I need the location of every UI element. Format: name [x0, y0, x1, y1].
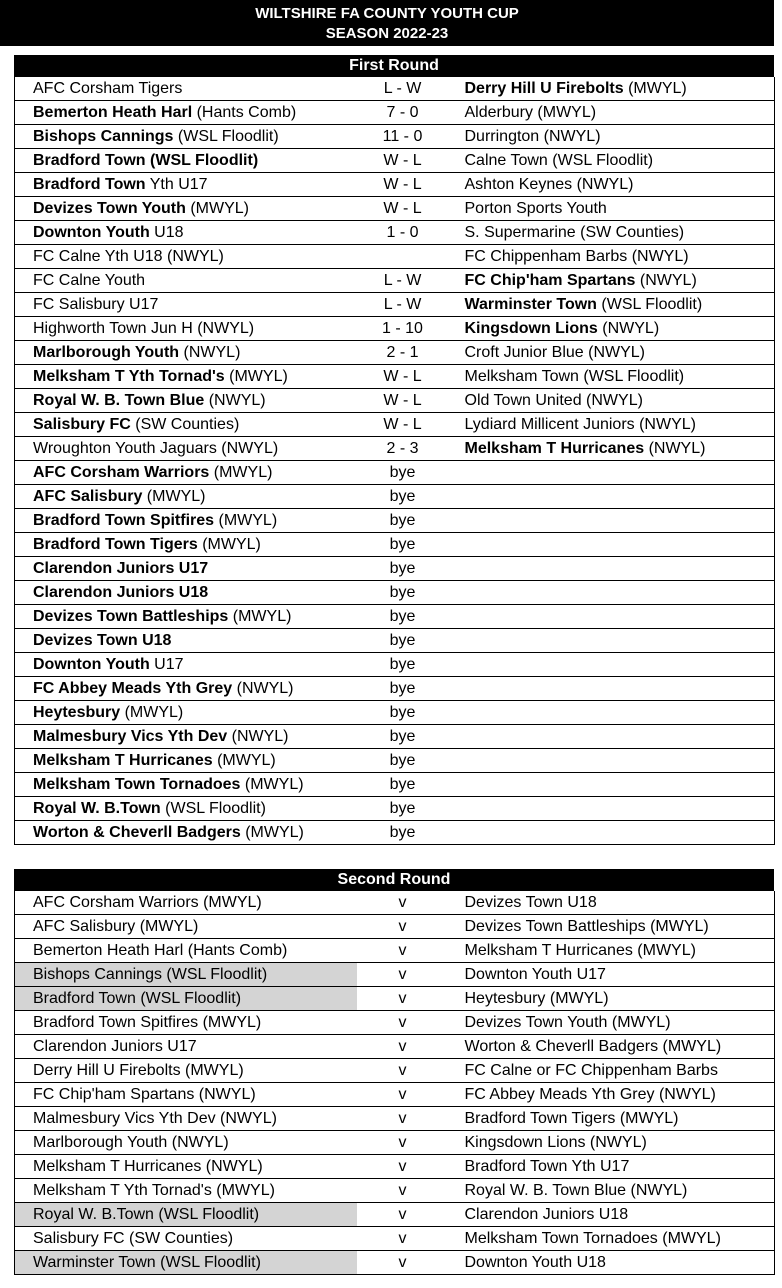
away-team-name: Warminster Town	[464, 296, 597, 313]
away-team-cell: Melksham T Hurricanes (MWYL)	[449, 939, 775, 963]
home-team-cell: AFC Salisbury (MWYL)	[15, 915, 357, 939]
home-team-name: Downton Youth	[33, 656, 150, 673]
away-team-cell: Bradford Town Yth U17	[449, 1155, 775, 1179]
home-team-cell: Derry Hill U Firebolts (MWYL)	[15, 1059, 357, 1083]
away-team-cell	[449, 413, 775, 437]
versus-cell: v	[357, 891, 449, 915]
home-team-league: FC Calne Youth	[33, 272, 146, 289]
home-team-cell	[15, 197, 357, 221]
table-row	[15, 1011, 775, 1035]
home-team-name: Melksham Town Tornadoes	[33, 776, 241, 793]
versus-cell: v	[357, 1203, 449, 1227]
result-cell: bye	[357, 485, 449, 509]
home-team-cell	[15, 461, 357, 485]
home-team-name: Melksham T Hurricanes	[33, 752, 213, 769]
away-team-cell	[449, 605, 775, 629]
away-team-league: FC Chippenham Barbs (NWYL)	[464, 248, 689, 265]
home-team-cell: Royal W. B.Town (WSL Floodlit)	[15, 1203, 357, 1227]
away-team-name: Derry Hill U Firebolts	[464, 80, 624, 97]
home-team-name: Melksham T Yth Tornad's	[33, 368, 225, 385]
home-team-cell	[15, 821, 357, 845]
home-team-name: Royal W. B.Town	[33, 800, 161, 817]
table-row	[15, 939, 775, 963]
table-row	[15, 1203, 775, 1227]
away-team-league: S. Supermarine (SW Counties)	[464, 224, 685, 241]
table-row	[15, 725, 775, 749]
table-row	[15, 365, 775, 389]
table-row	[15, 509, 775, 533]
home-team-name: Devizes Town Battleships	[33, 608, 229, 625]
versus-cell: v	[357, 1107, 449, 1131]
table-row	[15, 1131, 775, 1155]
versus-cell: v	[357, 1179, 449, 1203]
table-row	[15, 797, 775, 821]
table-row	[15, 821, 775, 845]
versus-cell: v	[357, 1083, 449, 1107]
away-team-league: Lydiard Millicent Juniors (NWYL)	[464, 416, 696, 433]
home-team-name: Malmesbury Vics Yth Dev	[33, 728, 228, 745]
second-round-heading: Second Round	[14, 869, 774, 891]
home-team-league: (MWYL)	[209, 464, 273, 481]
away-team-cell	[449, 773, 775, 797]
home-team-league: Yth U17	[145, 176, 208, 193]
result-cell: bye	[357, 725, 449, 749]
versus-cell: v	[357, 1131, 449, 1155]
result-cell: bye	[357, 773, 449, 797]
away-team-cell	[449, 197, 775, 221]
home-team-cell	[15, 413, 357, 437]
home-team-cell	[15, 677, 357, 701]
home-team-cell: Bradford Town (WSL Floodlit)	[15, 987, 357, 1011]
home-team-cell	[15, 749, 357, 773]
result-cell: W - L	[357, 389, 449, 413]
home-team-league: (NWYL)	[227, 728, 289, 745]
away-team-cell: Downton Youth U17	[449, 963, 775, 987]
home-team-league: (SW Counties)	[130, 416, 240, 433]
table-row	[15, 1059, 775, 1083]
away-team-league: (MWYL)	[623, 80, 687, 97]
title-line-2: SEASON 2022-23	[325, 25, 449, 42]
away-team-cell: Downton Youth U18	[449, 1251, 775, 1275]
away-team-cell: FC Abbey Meads Yth Grey (NWYL)	[449, 1083, 775, 1107]
home-team-name: Worton & Cheverll Badgers	[33, 824, 241, 841]
home-team-cell	[15, 341, 357, 365]
away-team-cell	[449, 629, 775, 653]
home-team-league: (MWYL)	[240, 776, 304, 793]
table-row	[15, 173, 775, 197]
table-row	[15, 77, 775, 101]
home-team-name: Bishops Cannings	[33, 128, 174, 145]
away-team-league: Alderbury (MWYL)	[464, 104, 597, 121]
away-team-cell	[449, 653, 775, 677]
home-team-cell	[15, 173, 357, 197]
away-team-cell	[449, 485, 775, 509]
table-row	[15, 1083, 775, 1107]
away-team-cell	[449, 101, 775, 125]
home-team-cell: FC Chip'ham Spartans (NWYL)	[15, 1083, 357, 1107]
home-team-cell	[15, 797, 357, 821]
home-team-name: Bradford Town	[33, 176, 146, 193]
result-cell: L - W	[357, 293, 449, 317]
versus-cell: v	[357, 1011, 449, 1035]
away-team-name: Kingsdown Lions	[464, 320, 598, 337]
versus-cell: v	[357, 963, 449, 987]
home-team-name: Devizes Town U18	[33, 632, 172, 649]
result-cell: L - W	[357, 77, 449, 101]
first-round-section	[14, 55, 774, 845]
home-team-league: AFC Corsham Tigers	[33, 80, 183, 97]
result-cell: bye	[357, 509, 449, 533]
home-team-cell	[15, 653, 357, 677]
home-team-cell	[15, 605, 357, 629]
away-team-league: Old Town United (NWYL)	[464, 392, 643, 409]
result-cell: 1 - 10	[357, 317, 449, 341]
home-team-cell	[15, 245, 357, 269]
table-row	[15, 341, 775, 365]
home-team-league: Wroughton Youth Jaguars (NWYL)	[33, 440, 279, 457]
table-row	[15, 317, 775, 341]
home-team-cell	[15, 557, 357, 581]
home-team-league: (MWYL)	[197, 536, 261, 553]
table-row	[15, 1155, 775, 1179]
table-row	[15, 581, 775, 605]
table-row	[15, 533, 775, 557]
table-row	[15, 773, 775, 797]
home-team-league: (MWYL)	[212, 752, 276, 769]
away-team-cell	[449, 557, 775, 581]
home-team-name: Bemerton Heath Harl	[33, 104, 193, 121]
away-team-cell: Devizes Town U18	[449, 891, 775, 915]
versus-cell: v	[357, 1059, 449, 1083]
table-row	[15, 197, 775, 221]
result-cell: bye	[357, 461, 449, 485]
first-round-heading: First Round	[14, 55, 774, 77]
home-team-league: (MWYL)	[240, 824, 304, 841]
second-round-table	[14, 891, 775, 1275]
table-row	[15, 269, 775, 293]
page-title	[0, 0, 774, 46]
table-row	[15, 125, 775, 149]
home-team-cell	[15, 725, 357, 749]
away-team-cell	[449, 293, 775, 317]
result-cell: bye	[357, 557, 449, 581]
away-team-cell	[449, 221, 775, 245]
versus-cell: v	[357, 1251, 449, 1275]
home-team-league: FC Salisbury U17	[33, 296, 159, 313]
home-team-league: (MWYL)	[214, 512, 278, 529]
table-row	[15, 1227, 775, 1251]
away-team-league: Porton Sports Youth	[464, 200, 607, 217]
home-team-league: (Hants Comb)	[192, 104, 297, 121]
away-team-cell	[449, 509, 775, 533]
away-team-name: FC Chip'ham Spartans	[464, 272, 636, 289]
away-team-cell	[449, 317, 775, 341]
home-team-cell	[15, 149, 357, 173]
away-team-cell: Devizes Town Youth (MWYL)	[449, 1011, 775, 1035]
home-team-cell	[15, 269, 357, 293]
result-cell: W - L	[357, 413, 449, 437]
home-team-cell: Melksham T Hurricanes (NWYL)	[15, 1155, 357, 1179]
table-row	[15, 749, 775, 773]
home-team-cell	[15, 701, 357, 725]
table-row	[15, 1251, 775, 1275]
away-team-cell	[449, 341, 775, 365]
table-row	[15, 677, 775, 701]
home-team-league: (WSL Floodlit)	[173, 128, 279, 145]
home-team-league: (NWYL)	[204, 392, 266, 409]
result-cell: bye	[357, 629, 449, 653]
away-team-cell	[449, 821, 775, 845]
home-team-cell	[15, 221, 357, 245]
away-team-cell: Bradford Town Tigers (MWYL)	[449, 1107, 775, 1131]
first-round-table	[14, 77, 775, 845]
away-team-league: (NWYL)	[644, 440, 706, 457]
away-team-cell	[449, 701, 775, 725]
home-team-cell	[15, 533, 357, 557]
away-team-cell	[449, 437, 775, 461]
result-cell: bye	[357, 701, 449, 725]
away-team-cell: Royal W. B. Town Blue (NWYL)	[449, 1179, 775, 1203]
home-team-cell	[15, 437, 357, 461]
table-row	[15, 557, 775, 581]
table-row	[15, 101, 775, 125]
home-team-cell: AFC Corsham Warriors (MWYL)	[15, 891, 357, 915]
away-team-cell: FC Calne or FC Chippenham Barbs	[449, 1059, 775, 1083]
away-team-cell: Heytesbury (MWYL)	[449, 987, 775, 1011]
result-cell: 2 - 1	[357, 341, 449, 365]
table-row	[15, 891, 775, 915]
away-team-league: (NWYL)	[635, 272, 697, 289]
result-cell: W - L	[357, 173, 449, 197]
home-team-league: (MWYL)	[120, 704, 184, 721]
away-team-cell	[449, 269, 775, 293]
away-team-league: Croft Junior Blue (NWYL)	[464, 344, 645, 361]
home-team-league: (NWYL)	[232, 680, 294, 697]
table-row	[15, 629, 775, 653]
versus-cell: v	[357, 1227, 449, 1251]
away-team-league: Durrington (NWYL)	[464, 128, 601, 145]
home-team-name: Royal W. B. Town Blue	[33, 392, 205, 409]
home-team-cell	[15, 509, 357, 533]
versus-cell: v	[357, 915, 449, 939]
result-cell: bye	[357, 677, 449, 701]
away-team-cell: Devizes Town Battleships (MWYL)	[449, 915, 775, 939]
result-cell: W - L	[357, 197, 449, 221]
away-team-cell	[449, 245, 775, 269]
result-cell: W - L	[357, 365, 449, 389]
home-team-cell	[15, 125, 357, 149]
away-team-cell	[449, 533, 775, 557]
home-team-cell: Salisbury FC (SW Counties)	[15, 1227, 357, 1251]
home-team-name: Bradford Town Tigers	[33, 536, 198, 553]
away-team-cell	[449, 77, 775, 101]
away-team-cell: Clarendon Juniors U18	[449, 1203, 775, 1227]
home-team-name: AFC Salisbury	[33, 488, 143, 505]
home-team-cell	[15, 101, 357, 125]
away-team-cell: Worton & Cheverll Badgers (MWYL)	[449, 1035, 775, 1059]
away-team-name: Melksham T Hurricanes	[464, 440, 645, 457]
table-row	[15, 1179, 775, 1203]
table-row	[15, 389, 775, 413]
home-team-cell	[15, 773, 357, 797]
result-cell: 1 - 0	[357, 221, 449, 245]
away-team-cell: Kingsdown Lions (NWYL)	[449, 1131, 775, 1155]
result-cell	[357, 245, 449, 269]
home-team-cell	[15, 77, 357, 101]
result-cell: 7 - 0	[357, 101, 449, 125]
versus-cell: v	[357, 987, 449, 1011]
away-team-cell	[449, 725, 775, 749]
home-team-name: Downton Youth	[33, 224, 150, 241]
result-cell: bye	[357, 581, 449, 605]
home-team-cell: Bishops Cannings (WSL Floodlit)	[15, 963, 357, 987]
home-team-cell	[15, 317, 357, 341]
result-cell: bye	[357, 749, 449, 773]
home-team-league: (MWYL)	[142, 488, 206, 505]
away-team-cell	[449, 149, 775, 173]
home-team-league: (MWYL)	[228, 608, 292, 625]
home-team-cell	[15, 389, 357, 413]
table-row	[15, 1035, 775, 1059]
home-team-name: Heytesbury	[33, 704, 121, 721]
result-cell: bye	[357, 605, 449, 629]
table-row	[15, 701, 775, 725]
away-team-league: Calne Town (WSL Floodlit)	[464, 152, 654, 169]
away-team-cell	[449, 173, 775, 197]
home-team-cell	[15, 629, 357, 653]
table-row	[15, 915, 775, 939]
home-team-cell	[15, 365, 357, 389]
home-team-league: U17	[149, 656, 184, 673]
home-team-name: Bradford Town Spitfires	[33, 512, 215, 529]
away-team-cell: Melksham Town Tornadoes (MWYL)	[449, 1227, 775, 1251]
home-team-cell: Warminster Town (WSL Floodlit)	[15, 1251, 357, 1275]
table-row	[15, 987, 775, 1011]
table-row	[15, 149, 775, 173]
table-row	[15, 963, 775, 987]
away-team-cell	[449, 389, 775, 413]
table-row	[15, 461, 775, 485]
home-team-cell: Melksham T Yth Tornad's (MWYL)	[15, 1179, 357, 1203]
table-row	[15, 1107, 775, 1131]
table-row	[15, 653, 775, 677]
result-cell: 2 - 3	[357, 437, 449, 461]
home-team-cell: Marlborough Youth (NWYL)	[15, 1131, 357, 1155]
result-cell: bye	[357, 533, 449, 557]
home-team-name: FC Abbey Meads Yth Grey	[33, 680, 233, 697]
away-team-cell	[449, 125, 775, 149]
home-team-league: (WSL Floodlit)	[160, 800, 266, 817]
home-team-name: Clarendon Juniors U18	[33, 584, 209, 601]
away-team-cell	[449, 461, 775, 485]
table-row	[15, 485, 775, 509]
home-team-name: Devizes Town Youth	[33, 200, 186, 217]
away-team-cell	[449, 797, 775, 821]
home-team-name: AFC Corsham Warriors	[33, 464, 210, 481]
away-team-cell	[449, 581, 775, 605]
home-team-league: FC Calne Yth U18 (NWYL)	[33, 248, 224, 265]
title-line-1: WILTSHIRE FA COUNTY YOUTH CUP	[255, 5, 519, 22]
table-row	[15, 413, 775, 437]
home-team-cell: Clarendon Juniors U17	[15, 1035, 357, 1059]
away-team-league: Melksham Town (WSL Floodlit)	[464, 368, 685, 385]
home-team-name: Marlborough Youth	[33, 344, 180, 361]
home-team-cell	[15, 293, 357, 317]
table-row	[15, 293, 775, 317]
versus-cell: v	[357, 939, 449, 963]
second-round-section	[14, 869, 774, 1275]
away-team-cell	[449, 677, 775, 701]
home-team-cell	[15, 581, 357, 605]
result-cell: 11 - 0	[357, 125, 449, 149]
home-team-name: Clarendon Juniors U17	[33, 560, 209, 577]
result-cell: W - L	[357, 149, 449, 173]
home-team-league: (NWYL)	[179, 344, 241, 361]
away-team-league: Ashton Keynes (NWYL)	[464, 176, 634, 193]
away-team-cell	[449, 365, 775, 389]
away-team-league: (NWYL)	[597, 320, 660, 337]
away-team-cell	[449, 749, 775, 773]
versus-cell: v	[357, 1155, 449, 1179]
table-row	[15, 245, 775, 269]
home-team-league: U18	[149, 224, 184, 241]
home-team-cell: Bemerton Heath Harl (Hants Comb)	[15, 939, 357, 963]
result-cell: bye	[357, 797, 449, 821]
result-cell: L - W	[357, 269, 449, 293]
table-row	[15, 605, 775, 629]
home-team-cell: Malmesbury Vics Yth Dev (NWYL)	[15, 1107, 357, 1131]
result-cell: bye	[357, 821, 449, 845]
home-team-league: (MWYL)	[185, 200, 250, 217]
home-team-league: Highworth Town Jun H (NWYL)	[33, 320, 255, 337]
home-team-cell	[15, 485, 357, 509]
table-row	[15, 437, 775, 461]
table-row	[15, 221, 775, 245]
home-team-league: (MWYL)	[224, 368, 288, 385]
away-team-league: (WSL Floodlit)	[596, 296, 703, 313]
home-team-cell: Bradford Town Spitfires (MWYL)	[15, 1011, 357, 1035]
versus-cell: v	[357, 1035, 449, 1059]
home-team-name: Salisbury FC	[33, 416, 131, 433]
result-cell: bye	[357, 653, 449, 677]
home-team-name: Bradford Town (WSL Floodlit)	[33, 152, 259, 169]
